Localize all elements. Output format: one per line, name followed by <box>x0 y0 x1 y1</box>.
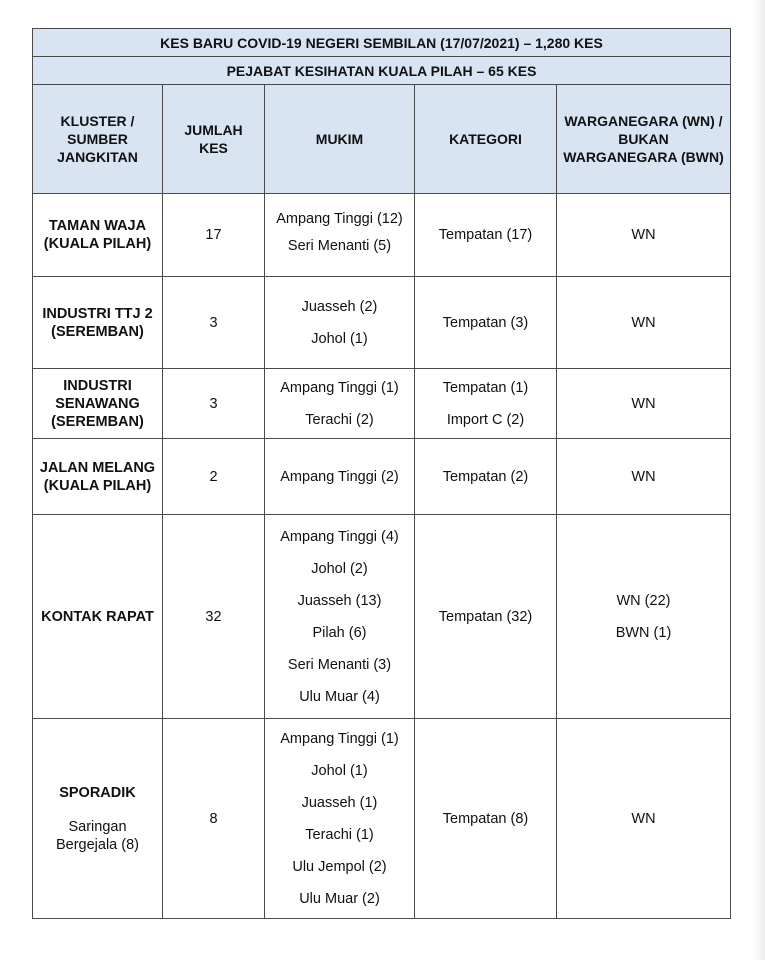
mukim-entry: Ampang Tinggi (1) <box>280 379 399 396</box>
mukim-entry: Ulu Muar (4) <box>299 688 380 705</box>
citizenship-entry: WN <box>631 227 656 243</box>
total-cases-cell: 2 <box>163 439 265 515</box>
cluster-name: INDUSTRI SENAWANG (SEREMBAN) <box>51 377 144 430</box>
title-row <box>33 29 731 57</box>
mukim-entry: Juasseh (13) <box>297 592 382 609</box>
header-mukim: MUKIM <box>265 85 415 194</box>
category-entry: Import C (2) <box>446 411 525 428</box>
cluster-cell <box>33 369 163 439</box>
header-cluster: KLUSTER / SUMBER JANGKITAN <box>33 85 163 194</box>
mukim-entry: Ampang Tinggi (2) <box>280 468 399 485</box>
page-edge-shade <box>753 0 765 960</box>
cluster-cell <box>33 719 163 919</box>
mukim-cell <box>265 194 415 277</box>
mukim-entry: Ampang Tinggi (1) <box>280 730 399 747</box>
category-entry: Tempatan (3) <box>442 314 529 331</box>
cluster-name: KONTAK RAPAT <box>41 608 154 625</box>
cluster-name: INDUSTRI TTJ 2 (SEREMBAN) <box>42 305 153 340</box>
mukim-cell <box>265 439 415 515</box>
mukim-entry: Johol (1) <box>311 762 368 779</box>
citizenship-entry: WN <box>631 395 656 412</box>
mukim-entry: Ampang Tinggi (4) <box>280 528 399 545</box>
total-cases-cell: 32 <box>163 515 265 719</box>
mukim-entry: Terachi (1) <box>305 826 374 843</box>
table-row <box>33 277 731 369</box>
header-total: JUMLAH KES <box>163 85 265 194</box>
category-entry: Tempatan (2) <box>442 468 529 485</box>
table-row <box>33 439 731 515</box>
cluster-cell <box>33 439 163 515</box>
citizenship-cell <box>557 277 731 369</box>
citizenship-cell <box>557 719 731 919</box>
citizenship-entry: WN <box>631 810 656 827</box>
subtitle-row <box>33 57 731 85</box>
mukim-cell <box>265 719 415 919</box>
covid-cases-table <box>32 28 731 919</box>
mukim-entry: Johol (2) <box>311 560 368 577</box>
category-cell <box>415 194 557 277</box>
category-entry: Tempatan (32) <box>438 608 533 625</box>
table-row <box>33 515 731 719</box>
table-row <box>33 719 731 919</box>
header-category: KATEGORI <box>415 85 557 194</box>
citizenship-entry: BWN (1) <box>615 624 672 641</box>
category-cell <box>415 515 557 719</box>
citizenship-cell <box>557 369 731 439</box>
cluster-name: TAMAN WAJA (KUALA PILAH) <box>43 218 152 252</box>
citizenship-cell <box>557 439 731 515</box>
citizenship-entry: WN <box>631 314 656 331</box>
cluster-subsource: Saringan Bergejala (8) <box>55 818 139 853</box>
mukim-cell <box>265 277 415 369</box>
citizenship-cell <box>557 515 731 719</box>
citizenship-entry: WN <box>631 468 656 485</box>
cluster-name: SPORADIK <box>59 784 136 801</box>
mukim-entry: Ampang Tinggi (12) <box>276 211 403 227</box>
table-row <box>33 369 731 439</box>
mukim-entry: Terachi (2) <box>305 411 374 428</box>
category-cell <box>415 439 557 515</box>
mukim-entry: Johol (1) <box>311 330 368 347</box>
total-cases-cell: 17 <box>163 194 265 277</box>
total-cases-cell: 3 <box>163 277 265 369</box>
total-cases-cell: 8 <box>163 719 265 919</box>
cluster-cell <box>33 515 163 719</box>
category-cell <box>415 369 557 439</box>
category-entry: Tempatan (8) <box>442 810 529 827</box>
cluster-cell <box>33 277 163 369</box>
category-cell <box>415 719 557 919</box>
category-cell <box>415 277 557 369</box>
category-entry: Tempatan (17) <box>438 227 533 243</box>
table-subtitle: PEJABAT KESIHATAN KUALA PILAH – 65 KES <box>33 57 731 85</box>
mukim-entry: Pilah (6) <box>312 624 367 641</box>
mukim-entry: Juasseh (1) <box>301 794 378 811</box>
mukim-entry: Ulu Muar (2) <box>299 890 380 907</box>
mukim-entry: Ulu Jempol (2) <box>292 858 387 875</box>
total-cases-cell: 3 <box>163 369 265 439</box>
category-entry: Tempatan (1) <box>442 379 529 396</box>
cluster-cell <box>33 194 163 277</box>
header-row <box>33 85 731 194</box>
table-title: KES BARU COVID-19 NEGERI SEMBILAN (17/07/2021) – 1,280 KES <box>33 29 731 57</box>
citizenship-entry: WN (22) <box>616 592 671 609</box>
header-citizenship: WARGANEGARA (WN) / BUKAN WARGANEGARA (BWN) <box>557 85 731 194</box>
mukim-cell <box>265 369 415 439</box>
mukim-entry: Juasseh (2) <box>301 298 378 315</box>
mukim-cell <box>265 515 415 719</box>
mukim-entry: Seri Menanti (3) <box>287 656 392 673</box>
cluster-name: JALAN MELANG (KUALA PILAH) <box>39 459 156 494</box>
table-row <box>33 194 731 277</box>
mukim-entry: Seri Menanti (5) <box>287 238 392 254</box>
citizenship-cell <box>557 194 731 277</box>
